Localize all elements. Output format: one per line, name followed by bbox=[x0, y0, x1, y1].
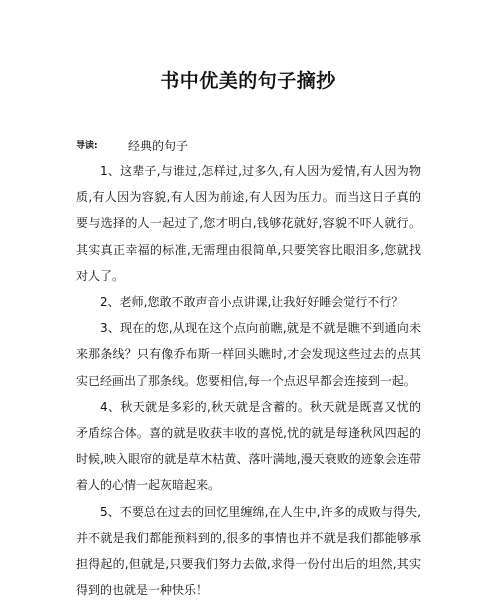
paragraph-2: 2、老师,您敢不敢声音小点讲课,让我好好睡会觉行不行？ bbox=[100, 295, 404, 310]
paragraph-5: 5、不要总在过去的回忆里缠绵,在人生中,许多的成败与得失,并不就是我们都能预料到的,很多的事情也并不就是我们都能够承担得起的,但就是,只要我们努力去做,求得一份付出后的坦然,其实得到的也就是一种快乐！ bbox=[76, 504, 421, 598]
guide-text: 经典的句子 bbox=[128, 138, 189, 153]
paragraph-4: 4、秋天就是多彩的,秋天就是含蓄的。秋天就是既喜又忧的矛盾综合体。喜的就是收获丰收的喜悦,忧的就是每逢秋风四起的时候,映入眼帘的就是草木枯黄、落叶满地,漫天衰败的迹象会连带着人的心情一起灰暗起来。 bbox=[76, 399, 421, 493]
guide-row bbox=[76, 136, 188, 154]
document-body bbox=[76, 158, 421, 603]
guide-label: 导读: bbox=[76, 140, 98, 151]
document-title: 书中优美的句子摘抄 bbox=[160, 70, 336, 92]
paragraph-1: 1、这辈子,与谁过,怎样过,过多久,有人因为爱情,有人因为物质,有人因为容貌,有人因为前途,有人因为压力。而当这日子真的要与选择的人一起过了,您才明白,钱够花就好,容貌不吓人就行。其实真正幸福的标准,无需理由很简单,只要笑容比眼泪多,您就找对人了。 bbox=[76, 164, 421, 283]
paragraph-3: 3、现在的您,从现在这个点向前瞧,就是不就是瞧不到通向未来那条线？只有像乔布斯一样回头瞧时,才会发现这些过去的点其实已经画出了那条线。您要相信,每一个点迟早都会连接到一起。 bbox=[76, 321, 421, 388]
